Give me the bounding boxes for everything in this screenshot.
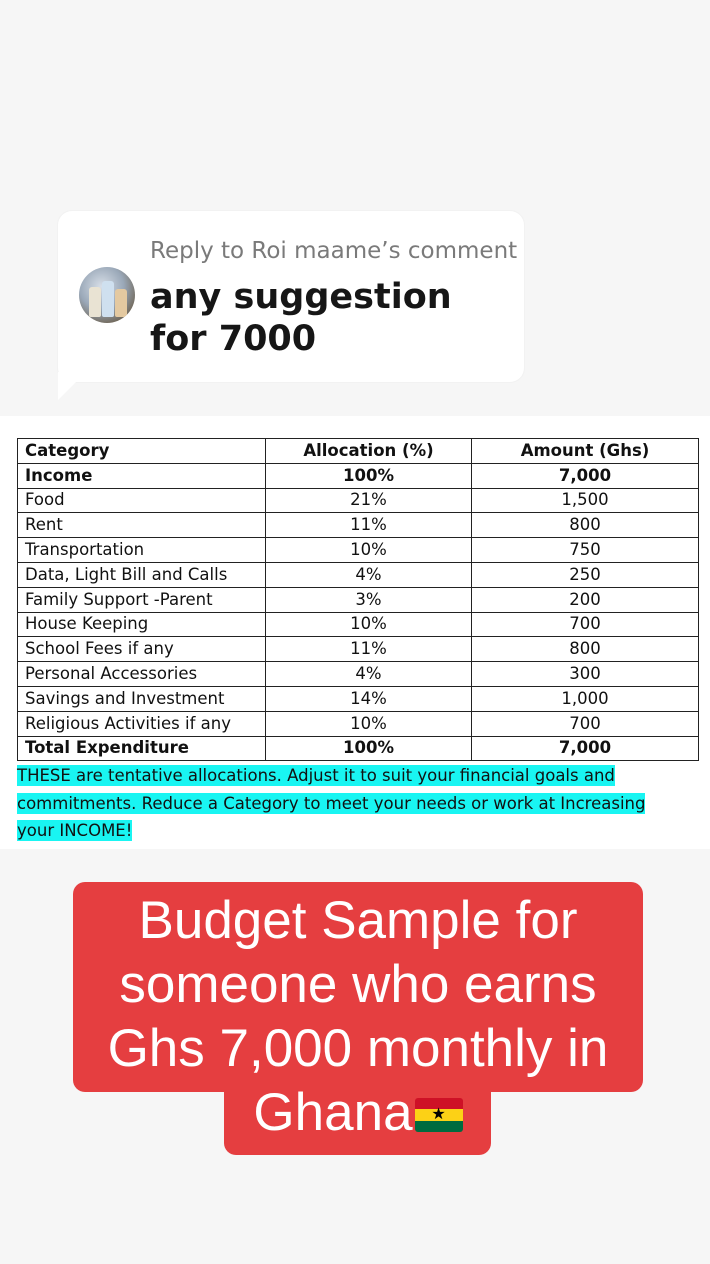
- cell-amount: 300: [472, 662, 699, 687]
- cell-amount: 1,000: [472, 686, 699, 711]
- cell-amount: 700: [472, 711, 699, 736]
- table-row: [18, 587, 699, 612]
- cell-allocation: 10%: [266, 711, 472, 736]
- table-row: [18, 711, 699, 736]
- cell-allocation: 14%: [266, 686, 472, 711]
- table-row: [18, 686, 699, 711]
- cell-amount: 7,000: [472, 463, 699, 488]
- cell-category: Savings and Investment: [18, 686, 266, 711]
- table-row: [18, 612, 699, 637]
- table-row: [18, 637, 699, 662]
- cell-category: Transportation: [18, 538, 266, 563]
- table-header-row: [18, 439, 699, 464]
- ghana-flag-icon: ★: [415, 1098, 463, 1132]
- cell-allocation: 100%: [266, 736, 472, 761]
- cell-category: School Fees if any: [18, 637, 266, 662]
- cell-allocation: 10%: [266, 538, 472, 563]
- cell-category: Personal Accessories: [18, 662, 266, 687]
- table-row: [18, 662, 699, 687]
- cell-category: Religious Activities if any: [18, 711, 266, 736]
- reply-bubble-tail: [58, 372, 86, 400]
- cell-amount: 800: [472, 513, 699, 538]
- reply-comment-text: any suggestion for 7000: [150, 277, 452, 359]
- budget-table: [17, 438, 699, 761]
- cell-category: Data, Light Bill and Calls: [18, 562, 266, 587]
- caption-line: Ghana: [253, 1083, 413, 1142]
- cell-allocation: 10%: [266, 612, 472, 637]
- cell-allocation: 11%: [266, 513, 472, 538]
- cell-allocation: 4%: [266, 662, 472, 687]
- table-row: [18, 463, 699, 488]
- reply-header: Reply to Roi maame’s comment: [150, 238, 518, 264]
- cell-amount: 200: [472, 587, 699, 612]
- cell-amount: 700: [472, 612, 699, 637]
- cell-allocation: 100%: [266, 463, 472, 488]
- table-row: [18, 562, 699, 587]
- budget-note: [17, 762, 657, 845]
- cell-category: Family Support -Parent: [18, 587, 266, 612]
- cell-allocation: 21%: [266, 488, 472, 513]
- cell-amount: 800: [472, 637, 699, 662]
- header-category: Category: [18, 439, 266, 464]
- cell-amount: 250: [472, 562, 699, 587]
- cell-category: Total Expenditure: [18, 736, 266, 761]
- cell-amount: 750: [472, 538, 699, 563]
- cell-category: Income: [18, 463, 266, 488]
- table-row: [18, 488, 699, 513]
- header-amount: Amount (Ghs): [472, 439, 699, 464]
- table-row: [18, 538, 699, 563]
- avatar-bottle: [102, 281, 114, 317]
- cell-allocation: 4%: [266, 562, 472, 587]
- table-row: [18, 736, 699, 761]
- header-allocation: Allocation (%): [266, 439, 472, 464]
- caption-line: Budget Sample for: [138, 891, 578, 950]
- caption-line-last: [73, 1081, 643, 1145]
- cell-category: House Keeping: [18, 612, 266, 637]
- cell-amount: 7,000: [472, 736, 699, 761]
- cell-category: Rent: [18, 513, 266, 538]
- avatar-bottle: [115, 289, 127, 317]
- cell-allocation: 3%: [266, 587, 472, 612]
- cell-allocation: 11%: [266, 637, 472, 662]
- avatar-bottle: [89, 287, 101, 317]
- cell-amount: 1,500: [472, 488, 699, 513]
- caption-line: Ghs 7,000 monthly in: [107, 1019, 609, 1078]
- video-caption: [73, 889, 643, 1145]
- avatar[interactable]: [79, 267, 135, 323]
- table-row: [18, 513, 699, 538]
- cell-category: Food: [18, 488, 266, 513]
- caption-line: someone who earns: [119, 955, 597, 1014]
- budget-note-text: THESE are tentative allocations. Adjust it to suit your financial goals and commitments. Reduce a Category to meet your needs or work at Increasing your INCOME!: [17, 766, 646, 840]
